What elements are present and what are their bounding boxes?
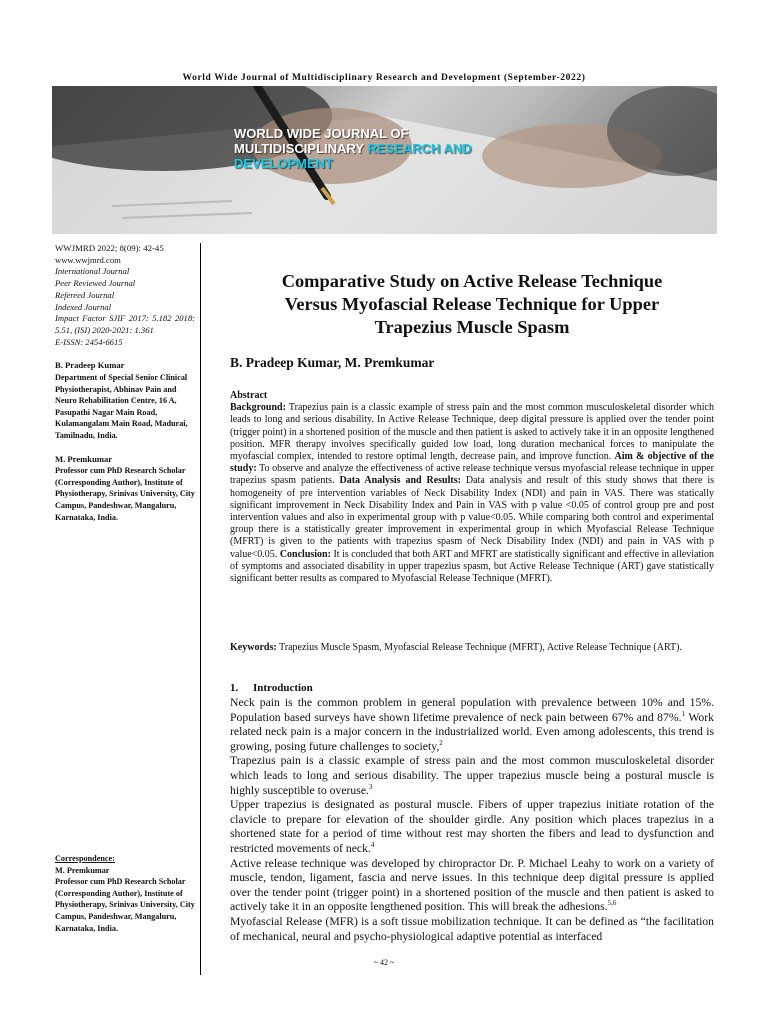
journal-type: Indexed Journal <box>55 301 112 312</box>
article-authors: B. Pradeep Kumar, M. Premkumar <box>230 355 435 370</box>
author-2-affiliation: Professor cum PhD Research Scholar (Corresponding Author), Institute of Physiotherapy, Srinivas University, City Campus, Pandeshwar, Mangaluru, Karnataka, India. <box>55 466 195 522</box>
paragraph-text: Active release technique was developed by chiropractor Dr. P. Michael Leahy to work on a variety of muscle, tendon, ligament, fascia and nerve issues. In this technique deep digital pressure is applied over the tender point (trigger point) in a shortened position of the muscle and then patient is asked to actively take it in an opposite lengthened position. This will break the adhesions. <box>230 856 714 914</box>
abstract-background-text: Trapezius pain is a classic example of stress pain and the most common musculoskeletal disorder which leads to long and serious disability. In Active Release Technique, deep digital pressure is applied over the tender point (trigger point) in a shortened position of the muscle and then patient is asked to actively take it in an opposite lengthened position. MFR therapy involves specifically guided low load, long duration mechanical forces to manipulate the myofascial complex, intended to restore optimal length, decrease pain, and improve function. <box>230 402 714 463</box>
intro-paragraph <box>230 915 714 944</box>
citation-ref: 1 <box>681 709 686 718</box>
intro-paragraph <box>230 754 714 798</box>
abstract-results-head: Data Analysis and Results: <box>339 475 461 487</box>
section-number: 1. <box>230 682 239 694</box>
citation-ref: 2 <box>439 738 443 747</box>
paragraph-text: Work related neck pain is a major concern in the industrialized world. Even among adolescents, this trend is growing, posing future challenges to society, <box>230 710 714 753</box>
author-1-name: B. Pradeep Kumar <box>55 360 125 371</box>
introduction-body <box>230 696 714 944</box>
running-head: World Wide Journal of Multidisciplinary Research and Development (September-2022) <box>182 73 586 83</box>
journal-type: International Journal <box>55 266 130 277</box>
column-divider <box>200 243 201 975</box>
abstract-aim-head: Aim & objective of the study: <box>230 451 714 475</box>
banner-line-2 <box>234 141 594 156</box>
eissn: E-ISSN: 2454-6615 <box>55 336 123 347</box>
journal-type: Refereed Journal <box>55 289 115 300</box>
banner-line-3: DEVELOPMENT <box>234 156 333 171</box>
correspondence-affiliation: Professor cum PhD Research Scholar (Corresponding Author), Institute of Physiotherapy, Srinivas University, City Campus, Pandeshwar, Mangaluru, Karnataka, India. <box>55 877 195 933</box>
paragraph-text: Myofascial Release (MFR) is a soft tissue mobilization technique. It can be defined as “the facilitation of mechanical, neural and psycho-physiological adaptive potential as interfaced <box>230 914 714 943</box>
correspondence-name: M. Premkumar <box>55 865 110 875</box>
article-title <box>230 270 714 339</box>
author-2-name: M. Premkumar <box>55 453 113 464</box>
banner-line-1: WORLD WIDE JOURNAL OF <box>234 126 409 141</box>
citation-ref: 4 <box>370 841 375 850</box>
abstract-heading: Abstract <box>230 390 268 401</box>
paragraph-text: Trapezius pain is a classic example of stress pain and the most common musculoskeletal disorder which leads to long and serious disability. The upper trapezius muscle being a postural muscle is highly susceptible to overuse. <box>230 754 714 797</box>
citation: WWJMRD 2022; 8(09): 42-45 <box>55 243 164 253</box>
intro-paragraph <box>230 696 714 754</box>
keywords-label: Keywords: <box>230 642 277 653</box>
title-line: Comparative Study on Active Release Technique <box>281 271 663 291</box>
sidebar-metadata <box>55 243 195 523</box>
intro-paragraph <box>230 798 714 856</box>
keywords <box>230 642 714 654</box>
journal-type: Peer Reviewed Journal <box>55 278 136 289</box>
abstract-aim-text: To observe and analyze the effectiveness of active release technique versus myofascial release technique in upper trapezius spasm patients. <box>230 463 714 487</box>
website-link[interactable]: www.wwjmrd.com <box>55 254 121 265</box>
section-heading-introduction <box>230 682 714 694</box>
citation-ref: 3 <box>368 782 373 791</box>
banner-line-2-accent: RESEARCH AND <box>367 141 472 156</box>
author-1-affiliation: Department of Special Senior Clinical Physiotherapist, Abhinav Pain and Neuro Rehabilitation Centre, 16 A, Pasupathi Nagar Main Road, Kulamangalam Main Road, Madurai, Tamilnadu, India. <box>55 373 188 440</box>
title-line: Versus Myofascial Release Technique for Upper <box>284 294 660 314</box>
abstract-conclusion-head: Conclusion: <box>279 548 331 560</box>
section-title: Introduction <box>253 682 313 694</box>
paragraph-text: Neck pain is the common problem in general population with prevalence between 10% and 15%. Population based surveys have shown lifetime prevalence of neck pain between 67% and 87%. <box>230 696 714 724</box>
correspondence-label: Correspondence: <box>55 854 115 863</box>
keywords-text: Trapezius Muscle Spasm, Myofascial Release Technique (MFRT), Active Release Technique (ART). <box>276 642 682 653</box>
abstract-background-head: Background: <box>230 402 286 414</box>
impact-factor: Impact Factor SJIF 2017: 5.182 2018: 5.51, (ISI) 2020-2021: 1.361 <box>55 313 195 335</box>
page-number: ~ 42 ~ <box>373 958 395 967</box>
paragraph-text: Upper trapezius is designated as postural muscle. Fibers of upper trapezius initiate rotation of the clavicle to prepare for elevation of the shoulder girdle. Any position which places trapezius in a shortened state for a period of time without rest may shorten the fibers and lead to dysfunction and restricted movements of neck. <box>230 798 714 855</box>
citation-ref: 5,6 <box>607 899 617 908</box>
abstract <box>230 390 714 585</box>
title-line: Trapezius Muscle Spasm <box>374 317 570 337</box>
abstract-conclusion-text: It is concluded that both ART and MFRT are statistically significant and effective in alleviation of symptoms and associated disability in upper trapezius spasm, but Active Release Technique (ART) gave statistically significant better results as compared to Myofascial Release Technique (MFRT). <box>230 548 714 585</box>
intro-paragraph <box>230 857 714 915</box>
abstract-body <box>230 402 714 585</box>
correspondence <box>55 853 195 934</box>
journal-banner-image <box>52 86 717 234</box>
abstract-results-text: Data analysis and result of this study shows that there is homogeneity of pre intervention variables of Neck Disability Index (NDI) and pain in VAS. There was statically significant improvement in Neck Disability Index and Pain in VAS with p value <0.05 of control group pre and post intervention values and also in experimental group with p value<0.05. While comparing both control and experimental group there is a statistically greater improvement in experimental group in which Myofascial Release Technique (MFRT) is given to the patients with trapezius spasm of Neck Disability Index (NDI) and pain in VAS with p value<0.05. <box>230 475 714 560</box>
banner-title <box>234 126 594 171</box>
banner-line-2-white: MULTIDISCIPLINARY <box>234 141 368 156</box>
